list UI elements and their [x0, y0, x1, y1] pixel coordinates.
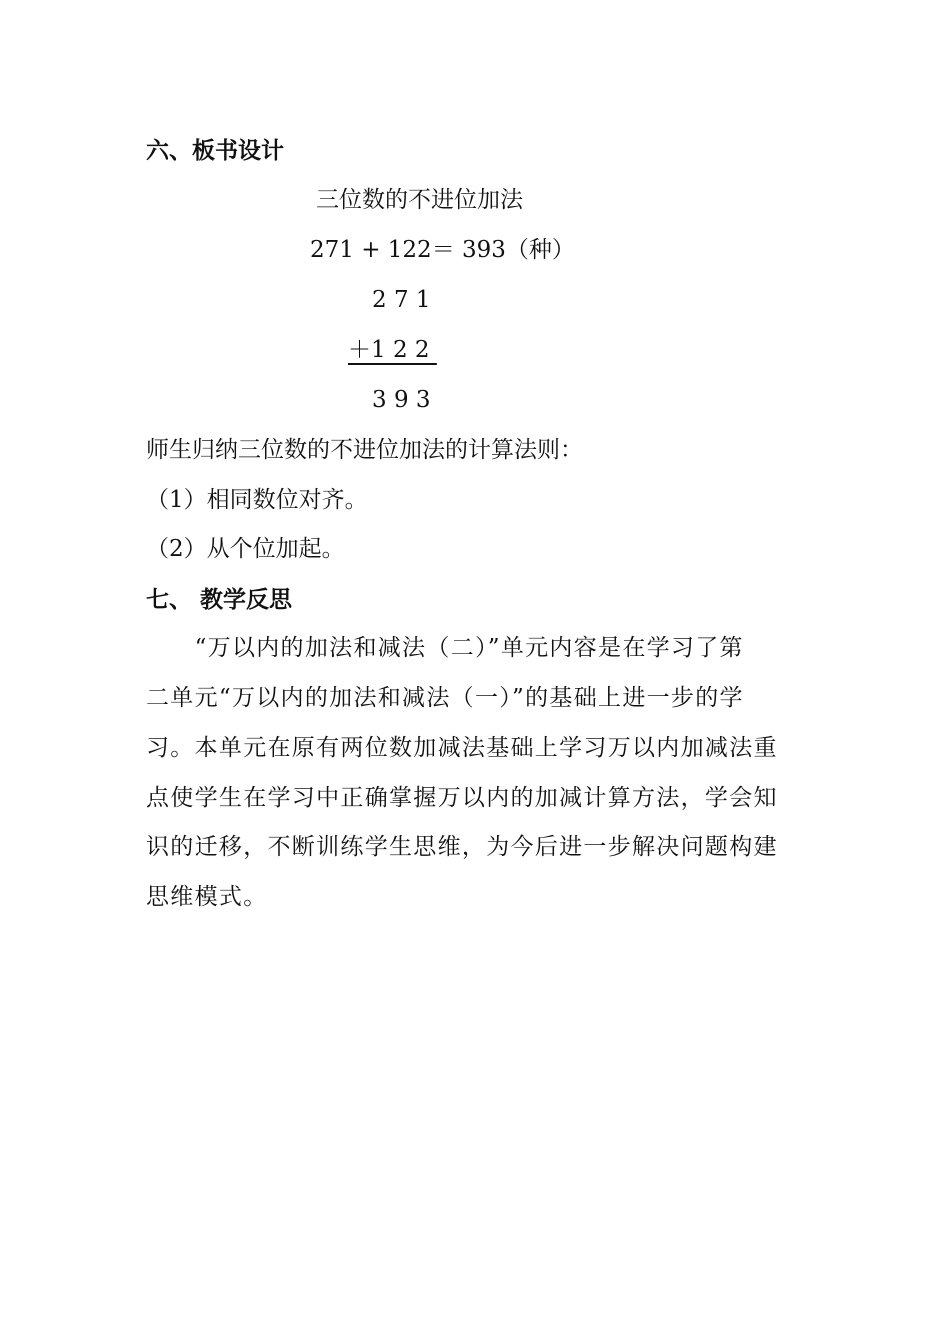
section-6-heading: 六、板书设计: [146, 138, 284, 164]
reflection-line: 点使学生在学习中正确掌握万以内的加减计算方法，学会知: [146, 785, 778, 811]
reflection-line: “万以内的加法和减法（二）”单元内容是在学习了第: [146, 635, 744, 661]
reflection-line: 识的迁移，不断训练学生思维，为今后进一步解决问题构建: [146, 834, 778, 860]
vertical-addend-2: ＋1 2 2: [348, 337, 437, 363]
board-equation: 271 + 122＝ 393（种）: [310, 237, 575, 263]
board-title: 三位数的不进位加法: [316, 187, 523, 213]
rule-item: （1）相同数位对齐。: [146, 487, 368, 513]
vertical-addend-1: 2 7 1: [372, 287, 431, 313]
vertical-sum: 3 9 3: [372, 387, 431, 413]
section-7-heading: 七、 教学反思: [146, 587, 293, 613]
rule-item: （2）从个位加起。: [146, 536, 345, 562]
reflection-line: 二单元“万以内的加法和减法（一）”的基础上进一步的学: [146, 685, 744, 711]
reflection-line: 习。本单元在原有两位数加减法基础上学习万以内加减法重: [146, 735, 778, 761]
rule-summary: 师生归纳三位数的不进位加法的计算法则：: [146, 437, 583, 463]
reflection-line: 思维模式。: [146, 884, 268, 910]
